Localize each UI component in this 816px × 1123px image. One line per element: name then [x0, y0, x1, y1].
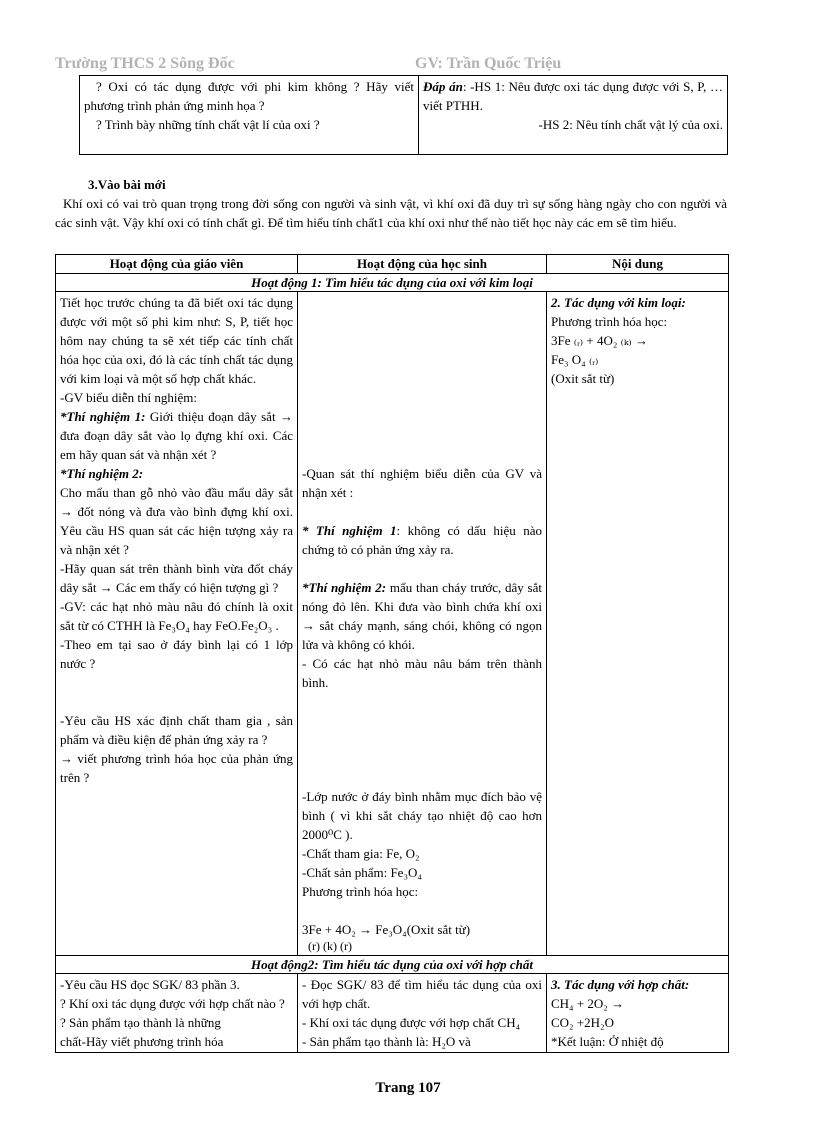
activity2-student-cell — [298, 974, 547, 1053]
activity1-row — [56, 292, 729, 956]
activity2-title: Hoạt động2: Tìm hiểu tác dụng của oxi với hợp chất — [56, 956, 729, 974]
answer-line: : -HS 1: Nêu được oxi tác dụng được với S, P, … viết PTHH. — [423, 79, 723, 113]
experiment-label: *Thí nghiệm 2: — [302, 580, 387, 595]
content-text: (Oxit sắt từ) — [551, 371, 615, 386]
student-text: - Có các hạt nhỏ màu nâu bám trên thành bình. — [302, 656, 542, 690]
intro-paragraph — [55, 194, 727, 232]
reaction-equation: CH₄ + 2O₂ → — [551, 996, 625, 1011]
header-student: Hoạt động của học sinh — [298, 255, 547, 274]
teacher-name: GV: Trần Quốc Triệu — [415, 55, 562, 72]
experiment-label: *Thí nghiệm 2: — [60, 466, 144, 481]
student-text: - Sản phẩm tạo thành là: H₂O và — [302, 1034, 471, 1049]
teacher-text: -Hãy quan sát trên thành bình vừa đốt cháy dây sắt → Các em thấy có hiện tượng gì ? — [60, 561, 293, 595]
teacher-text: → viết phương trình hóa học của phản ứng trên ? — [60, 751, 293, 785]
student-text-part: mẩu than cháy trước, dây sắt nóng đỏ lên. Khi đưa vào bình chứa khí oxi → sắt cháy mạnh, sáng chói, không có ngọn lửa và không có khói. — [302, 580, 542, 652]
answer-line: -HS 2: Nêu tính chất vật lý của oxi. — [538, 117, 723, 132]
lesson-table — [55, 254, 729, 1053]
teacher-text: -GV: các hạt nhỏ màu nâu đó chính là oxit sắt từ có CTHH là Fe₃O₄ hay FeO.Fe₂O₃ . — [60, 599, 293, 633]
student-text-part: : không có dấu hiệu nào chứng tỏ có phản ứng xảy ra. — [302, 523, 542, 557]
activity2-teacher-cell — [56, 974, 298, 1053]
teacher-text: Tiết học trước chúng ta đã biết oxi tác dụng được với một số phi kim như: S, P, tiết học hôm nay chúng ta sẽ xét tiếp các tính chất hóa học của oxi, đó là các tính chất tác dụng với kim loại và một số hợp chất khác. — [60, 295, 293, 386]
teacher-text: ? Sản phẩm tạo thành là những — [60, 1015, 221, 1030]
page-number: Trang 107 — [375, 1080, 441, 1096]
content-text: Phương trình hóa học: — [551, 314, 668, 329]
content-heading: 2. Tác dụng với kim loại: — [551, 295, 686, 310]
activity2-row — [56, 974, 729, 1053]
student-text: -Lớp nước ở đáy bình nhằm mục đích bảo vệ bình ( vì khi sắt cháy tạo nhiệt độ cao hơn 2000⁰C ). — [302, 789, 542, 842]
activity2-content-cell — [547, 974, 729, 1053]
student-text: - Khí oxi tác dụng được với hợp chất CH₄ — [302, 1015, 521, 1030]
state-labels: (r) (k) (r) — [308, 939, 352, 953]
review-question: ? Trình bày những tính chất vật lí của oxi ? — [96, 117, 320, 132]
header-content: Nội dung — [547, 255, 729, 274]
student-text: - Đọc SGK/ 83 để tìm hiểu tác dụng của oxi với hợp chất. — [302, 977, 542, 1011]
review-question: ? Oxi có tác dụng được với phi kim không ? Hãy viết phương trình phản ứng minh họa ? — [84, 79, 414, 113]
content-heading: 3. Tác dụng với hợp chất: — [551, 977, 690, 992]
teacher-text — [60, 407, 293, 464]
activity1-content-cell — [547, 292, 729, 956]
teacher-text: -Theo em tại sao ở đáy bình lại có 1 lớp nước ? — [60, 637, 293, 671]
reaction-equation: 3Fe ₍ᵣ₎ + 4O₂ ₍ₖ₎ → — [551, 333, 648, 348]
experiment-label: * Thí nghiệm 1 — [302, 523, 397, 538]
header-teacher: Hoạt động của giáo viên — [56, 255, 298, 274]
teacher-text: -Yêu cầu HS đọc SGK/ 83 phần 3. — [60, 977, 240, 992]
table-header-row — [56, 255, 729, 274]
teacher-text: ? Khí oxi tác dụng được với hợp chất nào ? — [60, 996, 285, 1011]
review-questions-cell — [80, 76, 419, 155]
school-name: Trường THCS 2 Sông Đốc — [55, 55, 235, 72]
experiment-label: *Thí nghiệm 1: — [60, 409, 146, 424]
teacher-text: -GV biểu diễn thí nghiệm: — [60, 390, 197, 405]
content-text: *Kết luận: Ở nhiệt độ — [551, 1034, 664, 1049]
teacher-text: chất-Hãy viết phương trình hóa — [60, 1034, 224, 1049]
reaction-product: CO₂ +2H₂O — [551, 1015, 614, 1030]
student-text: -Quan sát thí nghiệm biểu diễn của GV và nhận xét : — [302, 466, 542, 500]
activity1-title: Hoạt động 1: Tìm hiểu tác dụng của oxi với kim loại — [56, 274, 729, 292]
answer-label: Đáp án — [423, 79, 463, 94]
student-text — [302, 521, 542, 559]
section-title: 3.Vào bài mới — [88, 177, 166, 192]
activity1-student-cell — [298, 292, 547, 956]
intro-text: Khí oxi có vai trò quan trọng trong đời sống con người và sinh vật, vì khí oxi đã duy trì sự sống hàng ngày cho con người và các sinh vật. Vậy khí oxi có tính chất gì. Để tìm hiểu tính chất1 của khí oxi như thế nào tiết học này các em sẽ tìm hiểu. — [55, 196, 727, 230]
teacher-text: Cho mẩu than gỗ nhỏ vào đầu mẩu dây sắt → đốt nóng và đưa vào bình đựng khí oxi. Yêu cầu HS quan sát các hiện tượng xảy ra và nhận xét ? — [60, 485, 293, 557]
reaction-product: Fe₃ O₄ ₍ᵣ₎ — [551, 352, 599, 367]
student-text: Phương trình hóa học: — [302, 884, 419, 899]
teacher-text-part: Giới thiệu đoạn dây sắt → đưa đoạn dây sắt vào lọ đựng khí oxi. Các em hãy quan sát và nhận xét ? — [60, 409, 293, 462]
student-text: -Chất tham gia: Fe, O₂ — [302, 846, 420, 861]
teacher-text: -Yêu cầu HS xác định chất tham gia , sản phẩm và điều kiện để phản ứng xảy ra ? — [60, 713, 293, 747]
activity1-teacher-cell — [56, 292, 298, 956]
student-text: -Chất sản phẩm: Fe₃O₄ — [302, 865, 422, 880]
answer-key-cell — [419, 76, 728, 155]
review-questions-table — [79, 75, 728, 155]
reaction-equation: 3Fe + 4O₂ → Fe₃O₄(Oxit sắt từ) — [302, 922, 471, 937]
student-text — [302, 578, 542, 654]
